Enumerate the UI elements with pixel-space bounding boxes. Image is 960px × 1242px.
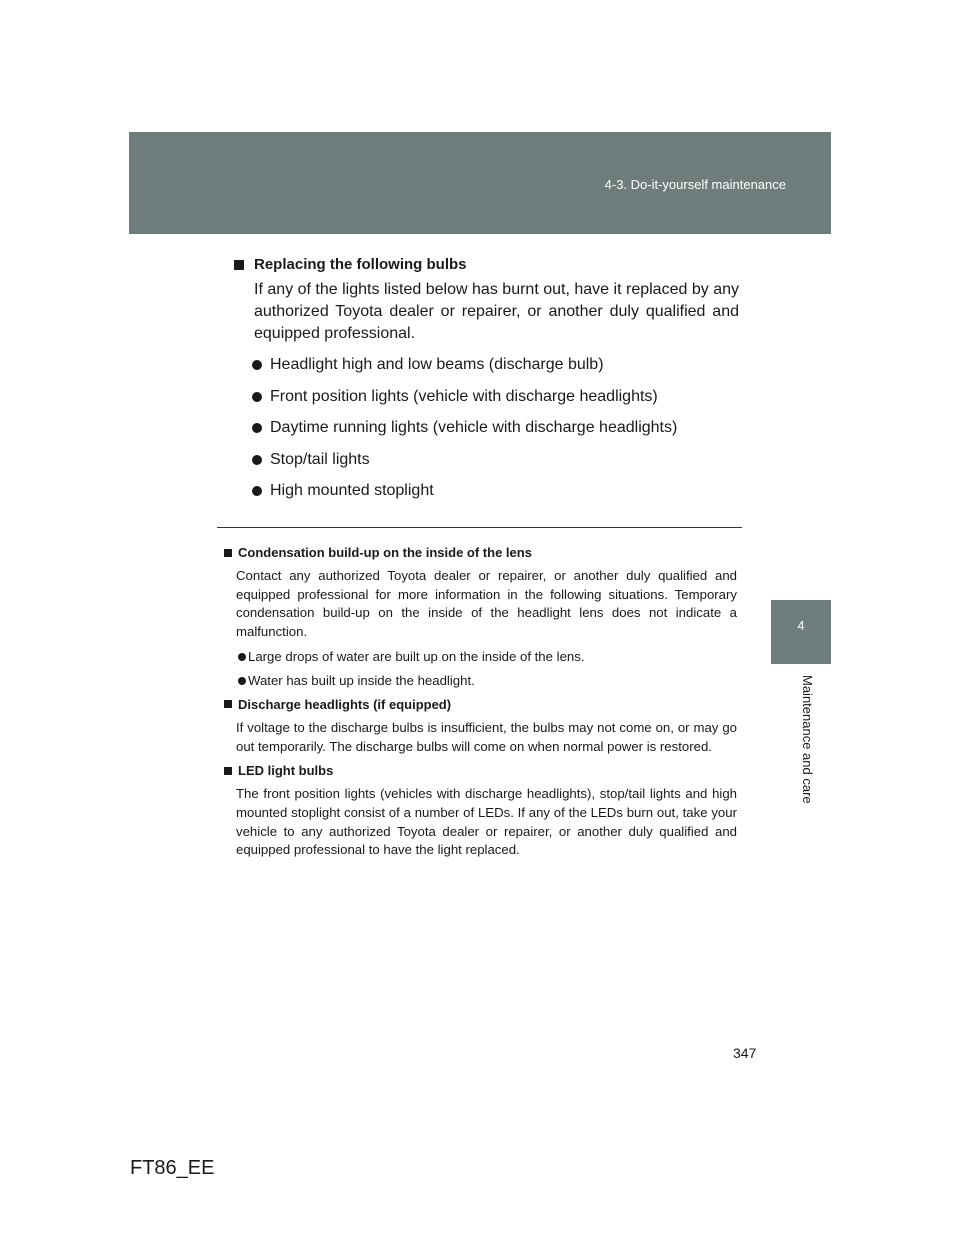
square-bullet-icon <box>224 549 232 557</box>
note-discharge-headlights <box>224 697 737 756</box>
list-item: Headlight high and low beams (discharge bulb) <box>234 355 739 375</box>
note-paragraph: The front position lights (vehicles with discharge headlights), stop/tail lights and high mounted stoplight consist of a number of LEDs. If any of the LEDs burn out, take your vehicle to any authorized Toyota dealer or repairer, or another duly qualified and equipped professional to have the light replaced. <box>236 786 737 858</box>
bullet-dot-icon <box>252 360 262 370</box>
header-band <box>129 132 831 234</box>
list-item: Stop/tail lights <box>234 450 739 470</box>
bullet-dot-icon <box>252 423 262 433</box>
square-bullet-icon <box>224 700 232 708</box>
note-condensation <box>224 545 737 690</box>
bullet-dot-icon <box>238 653 246 661</box>
page-number: 347 <box>733 1045 757 1061</box>
notes-section <box>224 545 737 867</box>
bullet-dot-icon <box>252 455 262 465</box>
note-paragraph: If voltage to the discharge bulbs is insufficient, the bulbs may not come on, or may go out temporarily. The discharge bulbs will come on when normal power is restored. <box>236 719 737 754</box>
list-item: High mounted stoplight <box>234 481 739 501</box>
bullet-dot-icon <box>252 486 262 496</box>
note-heading: Discharge headlights (if equipped) <box>224 697 737 712</box>
note-heading: LED light bulbs <box>224 763 737 778</box>
section-title: 4-3. Do-it-yourself maintenance <box>604 177 786 192</box>
main-paragraph: If any of the lights listed below has burnt out, have it replaced by any authorized Toyota dealer or repairer, or another duly qualified and equipped professional. <box>254 281 739 342</box>
document-code: FT86_EE <box>130 1157 215 1179</box>
note-paragraph: Contact any authorized Toyota dealer or repairer, or another duly qualified and equipped professional for more information in the following situations. Temporary condensation build-up on the inside of the headlight lens does not indicate a malfunction. <box>236 568 737 640</box>
list-item: Water has built up inside the headlight. <box>224 672 737 690</box>
list-item: Large drops of water are built up on the inside of the lens. <box>224 648 737 666</box>
section-divider <box>217 527 742 528</box>
bullet-dot-icon <box>252 392 262 402</box>
note-heading: Condensation build-up on the inside of the lens <box>224 545 737 560</box>
main-heading-text: Replacing the following bulbs <box>254 256 467 273</box>
chapter-tab <box>771 600 831 664</box>
square-bullet-icon <box>234 260 244 270</box>
note-led-bulbs <box>224 763 737 860</box>
note-list <box>224 648 737 690</box>
list-item: Daytime running lights (vehicle with discharge headlights) <box>234 418 739 438</box>
bulb-list <box>234 355 739 501</box>
list-item: Front position lights (vehicle with discharge headlights) <box>234 387 739 407</box>
chapter-label: Maintenance and care <box>800 675 815 804</box>
square-bullet-icon <box>224 767 232 775</box>
main-heading <box>234 256 739 273</box>
bullet-dot-icon <box>238 677 246 685</box>
main-section <box>234 256 739 513</box>
chapter-number: 4 <box>797 618 805 633</box>
